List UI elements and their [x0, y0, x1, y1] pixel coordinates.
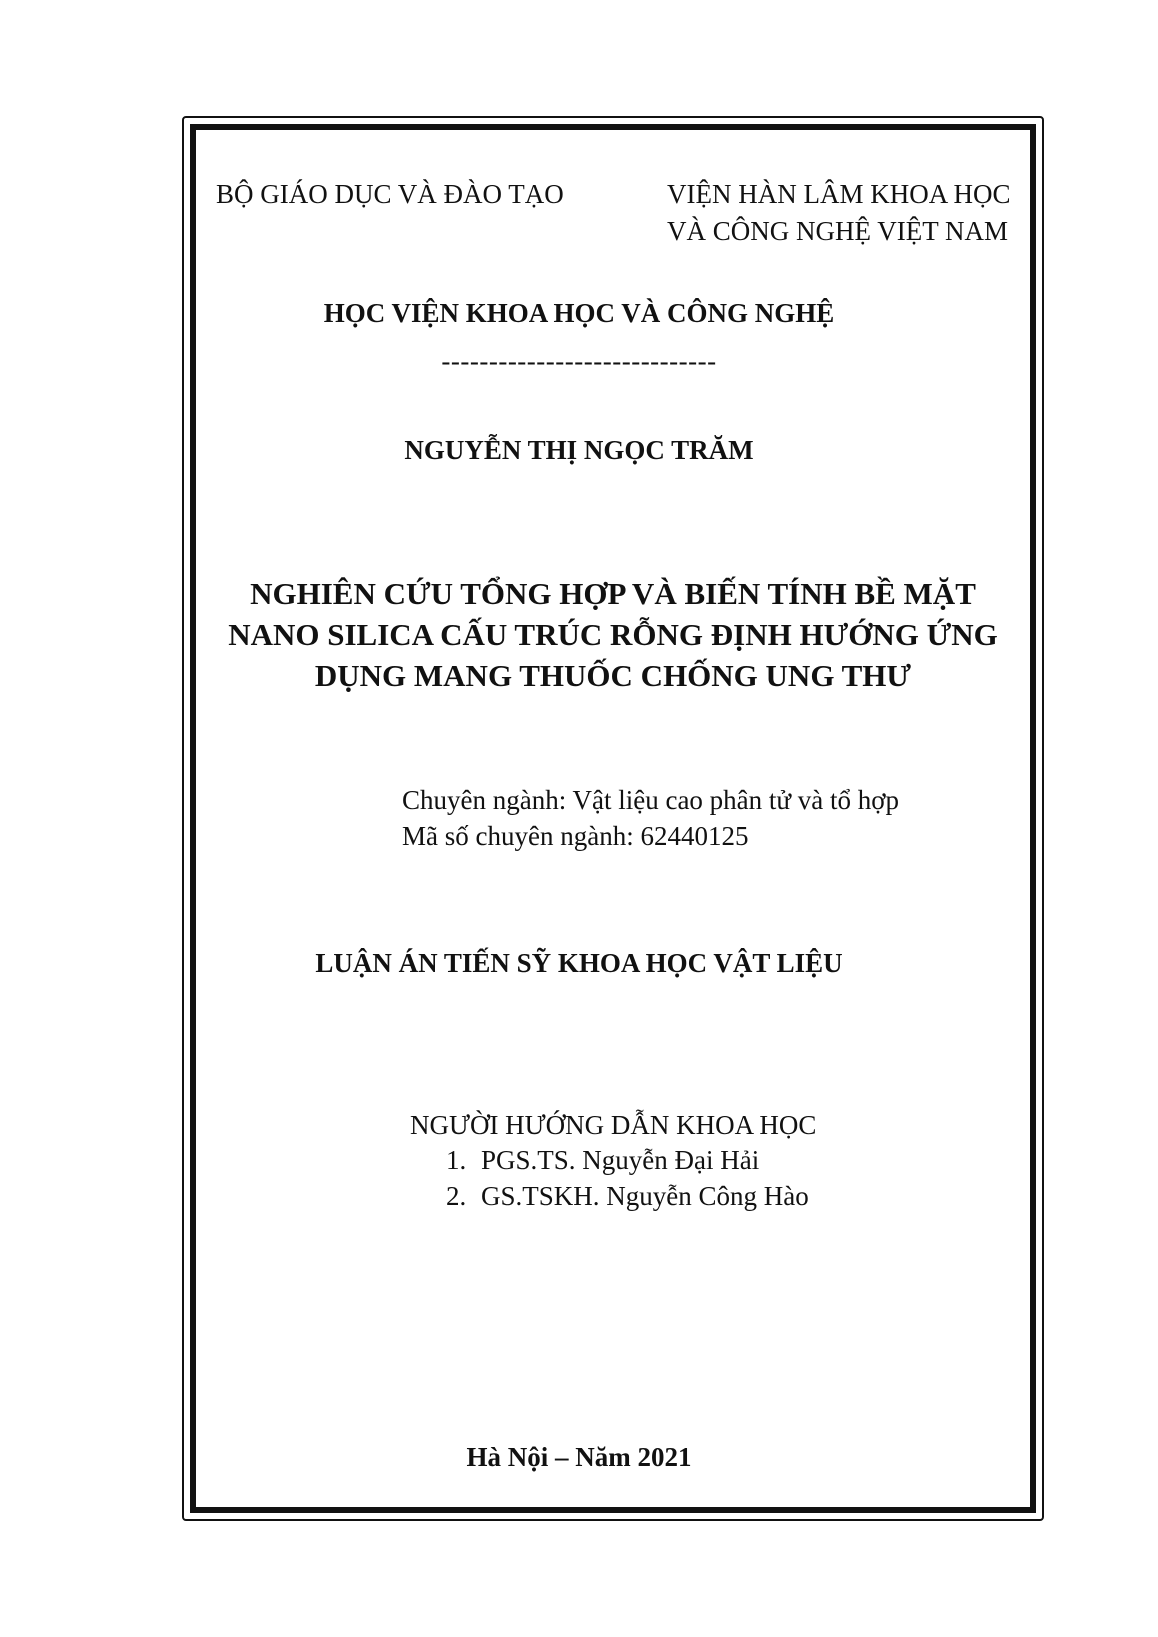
degree-title: LUẬN ÁN TIẾN SỸ KHOA HỌC VẬT LIỆU: [315, 948, 843, 978]
place-and-year: Hà Nội – Năm 2021: [466, 1442, 692, 1472]
supervisor-name-2: GS.TSKH. Nguyễn Công Hào: [481, 1181, 809, 1211]
academy-name-line1: VIỆN HÀN LÂM KHOA HỌC: [667, 179, 1011, 209]
ministry-name: BỘ GIÁO DỤC VÀ ĐÀO TẠO: [216, 179, 564, 209]
supervisor-name-1: PGS.TS. Nguyễn Đại Hải: [481, 1145, 760, 1175]
institution-name: HỌC VIỆN KHOA HỌC VÀ CÔNG NGHỆ: [323, 298, 835, 328]
specialization-code: Mã số chuyên ngành: 62440125: [402, 821, 749, 851]
thesis-title-line3: DỤNG MANG THUỐC CHỐNG UNG THƯ: [314, 658, 912, 693]
separator-line: -----------------------------: [441, 346, 717, 376]
page-border-inner: [190, 124, 1036, 1513]
supervisor-number-2: 2.: [446, 1181, 467, 1211]
author-name: NGUYỄN THỊ NGỌC TRĂM: [404, 435, 754, 465]
thesis-title-line2: NANO SILICA CẤU TRÚC RỖNG ĐỊNH HƯỚNG ỨNG: [228, 617, 998, 652]
thesis-title: [190, 573, 1036, 696]
supervisors-heading: NGƯỜI HƯỚNG DẪN KHOA HỌC: [410, 1110, 817, 1140]
academy-name-line2: VÀ CÔNG NGHỆ VIỆT NAM: [667, 216, 1008, 246]
specialization-major: Chuyên ngành: Vật liệu cao phân tử và tổ hợp: [402, 785, 900, 815]
thesis-title-line1: NGHIÊN CỨU TỔNG HỢP VÀ BIẾN TÍNH BỀ MẶT: [250, 576, 976, 611]
supervisor-number-1: 1.: [446, 1145, 467, 1175]
